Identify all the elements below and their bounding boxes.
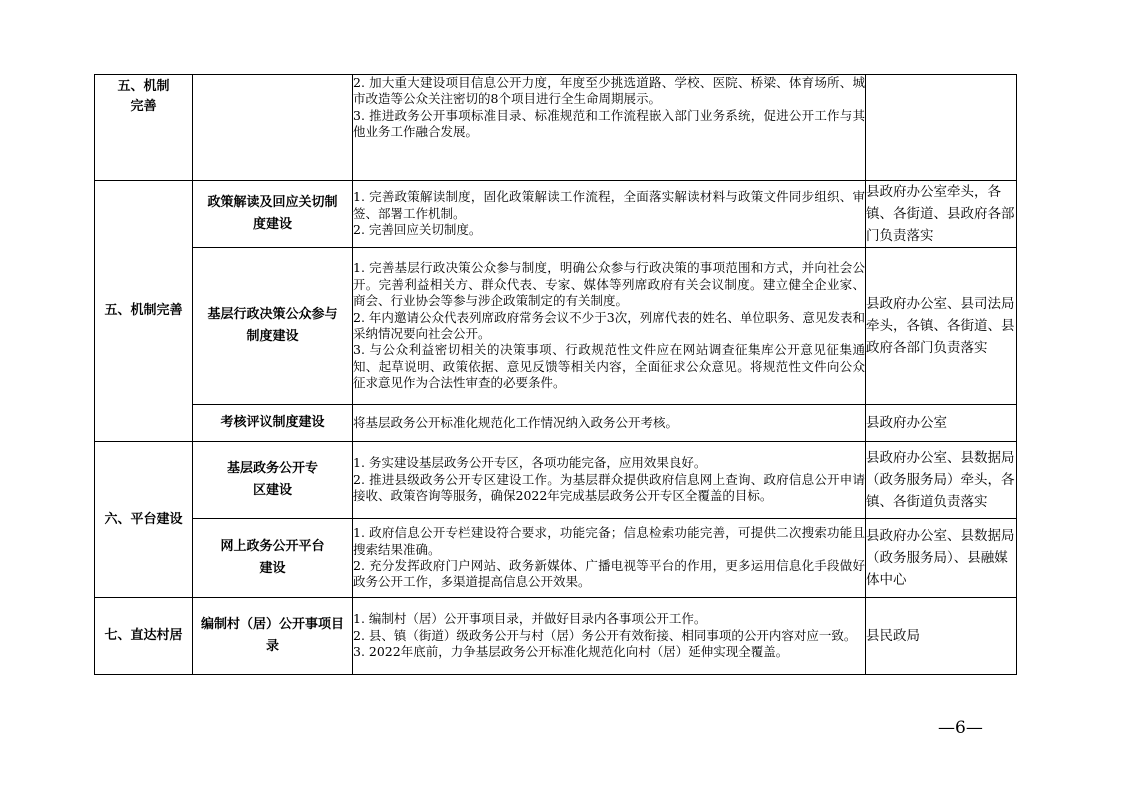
content-cell: [353, 181, 866, 248]
category-cell: [95, 442, 193, 598]
page-number: —6—: [938, 718, 983, 738]
table-row: [95, 405, 1017, 442]
content-line: 2. 县、镇（街道）级政务公开与村（居）务公开有效衔接、相同事项的公开内容对应一致。: [353, 627, 857, 643]
content-line: 2. 推进县级政务公开专区建设工作。为基层群众提供政府信息网上查询、政府信息公开申请接收、政策咨询等服务，确保2022年完成基层政务公开专区全覆盖的目标。: [353, 471, 865, 504]
responsible-label: 县政府办公室牵头，各镇、各街道、县政府各部门负责落实: [866, 184, 1015, 244]
table-row: [95, 598, 1017, 675]
item-label: 基层政务公开专区建设: [226, 461, 318, 498]
category-cell: [95, 75, 193, 181]
responsible-cell: [866, 405, 1017, 442]
responsible-cell: [866, 75, 1017, 181]
content-cell: [353, 519, 866, 598]
table-row: [95, 248, 1017, 405]
item-label: 政策解读及回应关切制度建设: [207, 195, 338, 232]
content-cell: [353, 442, 866, 519]
responsible-cell: [866, 519, 1017, 598]
category-label: 五、机制完善: [104, 303, 183, 318]
content-line: 1. 编制村（居）公开事项目录，并做好目录内各事项公开工作。: [353, 611, 707, 627]
category-cell: [95, 598, 193, 675]
table-row: [95, 519, 1017, 598]
item-cell: [193, 442, 353, 519]
item-cell: [193, 75, 353, 181]
item-label: 编制村（居）公开事项目录: [200, 617, 344, 654]
responsible-label: 县政府办公室: [866, 415, 947, 431]
item-cell: [193, 519, 353, 598]
responsible-label: 县政府办公室、县司法局牵头，各镇、各街道、县政府各部门负责落实: [866, 296, 1015, 356]
content-line: 2. 加大重大建设项目信息公开力度，年度至少挑选道路、学校、医院、桥梁、体育场所、城市改造等公众关注密切的8个项目进行全生命周期展示。: [353, 75, 865, 107]
content-line: 将基层政务公开标准化规范化工作情况纳入政务公开考核。: [353, 414, 679, 430]
responsible-label: 县政府办公室、县数据局（政务服务局）、县融媒体中心: [866, 528, 1015, 588]
content-line: 2. 充分发挥政府门户网站、政务新媒体、广播电视等平台的作用，更多运用信息化手段做好政务公开工作，多渠道提高信息公开效果。: [353, 558, 865, 590]
content-line: 3. 推进政务公开事项标准目录、标准规范和工作流程嵌入部门业务系统，促进公开工作与其他业务工作融合发展。: [353, 107, 865, 140]
content-cell: [353, 248, 866, 405]
category-label: 七、直达村居: [104, 628, 183, 643]
responsible-cell: [866, 181, 1017, 248]
content-line: 1. 务实建设基层政务公开专区，各项功能完备，应用效果良好。: [353, 455, 707, 471]
responsible-cell: [866, 248, 1017, 405]
item-cell: [193, 181, 353, 248]
item-label: 考核评议制度建设: [220, 415, 325, 430]
content-line: 3. 2022年底前，力争基层政务公开标准化规范化向村（居）延伸实现全覆盖。: [353, 644, 789, 660]
content-line: 2. 年内邀请公众代表列席政府常务会议不少于3次，列席代表的姓名、单位职务、意见发表和采纳情况要向社会公开。: [353, 309, 865, 341]
responsible-label: 县民政局: [866, 628, 920, 644]
item-cell: [193, 405, 353, 442]
category-cell: [95, 181, 193, 442]
category-label: 六、平台建设: [104, 511, 183, 527]
table-row: [95, 181, 1017, 248]
content-cell: [353, 405, 866, 442]
item-label: 基层行政决策公众参与制度建设: [207, 307, 338, 344]
policy-task-table: [94, 74, 1017, 675]
content-line: 1. 完善政策解读制度，固化政策解读工作流程，全面落实解读材料与政策文件同步组织、审签、部署工作机制。: [353, 189, 865, 221]
content-cell: [353, 598, 866, 675]
table-row: [95, 442, 1017, 519]
category-label: 五、机制完善: [117, 79, 170, 114]
content-line: 2. 完善回应关切制度。: [353, 222, 482, 238]
item-cell: [193, 598, 353, 675]
content-cell: [353, 75, 866, 181]
table-row: [95, 75, 1017, 181]
item-cell: [193, 248, 353, 405]
content-line: 1. 政府信息公开专栏建设符合要求，功能完备；信息检索功能完善，可提供二次搜索功能且搜索结果准确。: [353, 525, 865, 557]
responsible-cell: [866, 442, 1017, 519]
responsible-cell: [866, 598, 1017, 675]
item-label: 网上政务公开平台建设: [220, 539, 325, 576]
responsible-label: 县政府办公室、县数据局（政务服务局）牵头，各镇、各街道负责落实: [866, 450, 1015, 510]
content-line: 1. 完善基层行政决策公众参与制度，明确公众参与行政决策的事项范围和方式，并向社会公开。完善利益相关方、群众代表、专家、媒体等列席政府有关会议制度。建立健全企业家、商会、行业协会等参与涉企政策制定的有关制度。: [353, 260, 865, 309]
content-line: 3. 与公众利益密切相关的决策事项、行政规范性文件应在网站调查征集库公开意见征集通知、起草说明、政策依据、意见反馈等相关内容，全面征求公众意见。将规范性文件向公众征求意见作为合法性审查的必要条件。: [353, 342, 865, 391]
